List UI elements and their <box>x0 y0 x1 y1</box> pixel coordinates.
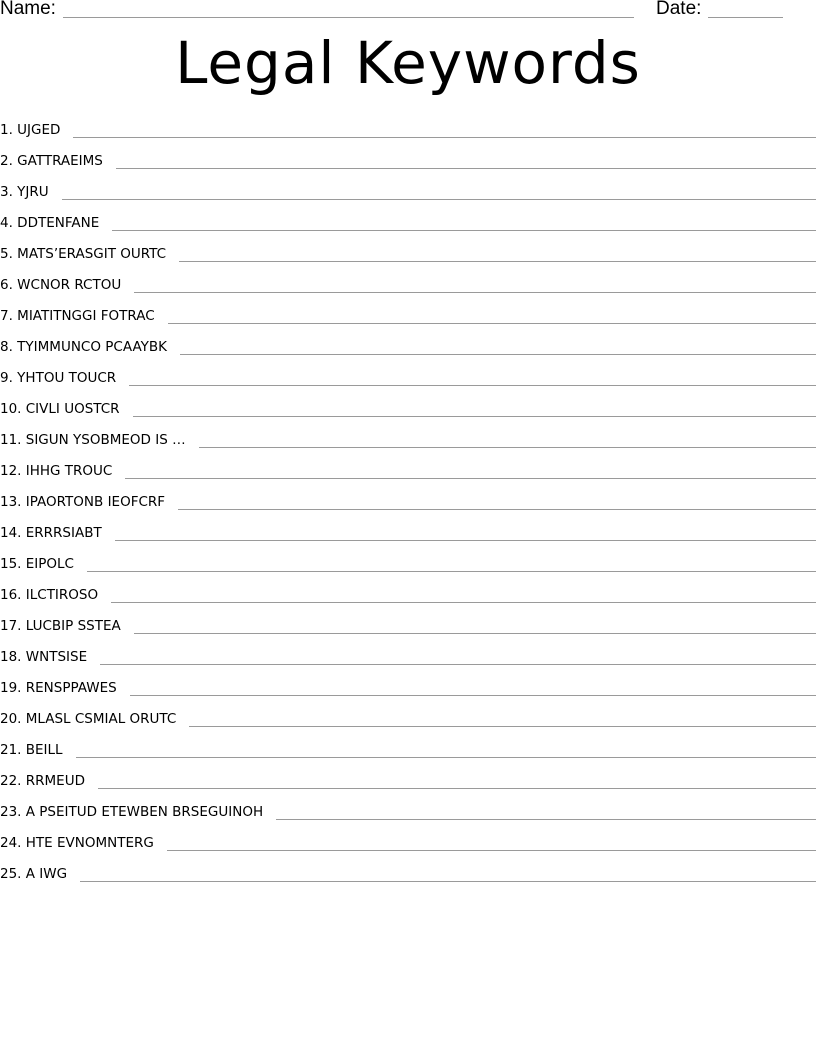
clue-item <box>0 857 816 888</box>
answer-line[interactable] <box>80 881 816 882</box>
clue-item <box>0 671 816 702</box>
clue-text: 25. A IWG <box>0 866 68 882</box>
clue-text: 3. YJRU <box>0 184 49 200</box>
answer-line[interactable] <box>76 757 816 758</box>
clue-item <box>0 640 816 671</box>
clue-text: 24. HTE EVNOMNTERG <box>0 835 154 851</box>
answer-line[interactable] <box>167 850 816 851</box>
answer-line[interactable] <box>87 571 816 572</box>
clue-text: 5. MATS’ERASGIT OURTC <box>0 246 167 262</box>
answer-line[interactable] <box>199 447 816 448</box>
header <box>0 0 816 26</box>
clue-text: 10. CIVLI UOSTCR <box>0 401 120 417</box>
clue-item <box>0 268 816 299</box>
answer-line[interactable] <box>276 819 816 820</box>
clue-text: 14. ERRRSIABT <box>0 525 102 541</box>
answer-line[interactable] <box>129 385 816 386</box>
clue-text: 11. SIGUN YSOBMEOD IS … <box>0 432 186 448</box>
answer-line[interactable] <box>111 602 816 603</box>
clue-item <box>0 392 816 423</box>
answer-line[interactable] <box>134 292 816 293</box>
clue-text: 7. MIATITNGGI FOTRAC <box>0 308 155 324</box>
clue-item <box>0 702 816 733</box>
answer-line[interactable] <box>100 664 816 665</box>
answer-line[interactable] <box>179 261 816 262</box>
clue-item <box>0 609 816 640</box>
clue-item <box>0 547 816 578</box>
clue-item <box>0 330 816 361</box>
answer-line[interactable] <box>133 416 816 417</box>
answer-line[interactable] <box>178 509 816 510</box>
clue-item <box>0 299 816 330</box>
clue-item <box>0 454 816 485</box>
clue-text: 8. TYIMMUNCO PCAAYBK <box>0 339 167 355</box>
clue-item <box>0 237 816 268</box>
answer-line[interactable] <box>189 726 816 727</box>
clue-item <box>0 113 816 144</box>
answer-line[interactable] <box>98 788 816 789</box>
clue-text: 12. IHHG TROUC <box>0 463 113 479</box>
answer-line[interactable] <box>180 354 816 355</box>
clue-item <box>0 516 816 547</box>
clue-text: 21. BEILL <box>0 742 63 758</box>
clue-item <box>0 175 816 206</box>
clue-item <box>0 423 816 454</box>
name-label: Name: <box>0 0 56 19</box>
clue-item <box>0 485 816 516</box>
clue-text: 20. MLASL CSMIAL ORUTC <box>0 711 177 727</box>
answer-line[interactable] <box>130 695 816 696</box>
clue-text: 9. YHTOU TOUCR <box>0 370 117 386</box>
clue-text: 22. RRMEUD <box>0 773 85 789</box>
clue-text: 23. A PSEITUD ETEWBEN BRSEGUINOH <box>0 804 264 820</box>
clue-item <box>0 578 816 609</box>
clue-item <box>0 764 816 795</box>
clue-text: 16. ILCTIROSO <box>0 587 99 603</box>
clue-item <box>0 206 816 237</box>
page-title: Legal Keywords <box>175 29 641 97</box>
clue-text: 18. WNTSISE <box>0 649 88 665</box>
clue-text: 15. EIPOLC <box>0 556 74 572</box>
clue-list <box>0 113 816 888</box>
date-label: Date: <box>656 0 702 19</box>
answer-line[interactable] <box>125 478 816 479</box>
clue-text: 1. UJGED <box>0 122 61 138</box>
answer-line[interactable] <box>112 230 816 231</box>
answer-line[interactable] <box>73 137 816 138</box>
clue-item <box>0 795 816 826</box>
clue-text: 2. GATTRAEIMS <box>0 153 103 169</box>
clue-text: 17. LUCBIP SSTEA <box>0 618 121 634</box>
clue-item <box>0 144 816 175</box>
clue-text: 6. WCNOR RCTOU <box>0 277 122 293</box>
name-field-line[interactable] <box>63 17 634 18</box>
clue-text: 4. DDTENFANE <box>0 215 100 231</box>
answer-line[interactable] <box>115 540 816 541</box>
answer-line[interactable] <box>134 633 816 634</box>
answer-line[interactable] <box>62 199 816 200</box>
date-field-line[interactable] <box>708 17 783 18</box>
clue-item <box>0 361 816 392</box>
clue-text: 19. RENSPPAWES <box>0 680 117 696</box>
answer-line[interactable] <box>168 323 816 324</box>
clue-item <box>0 826 816 857</box>
clue-text: 13. IPAORTONB IEOFCRF <box>0 494 166 510</box>
answer-line[interactable] <box>116 168 816 169</box>
clue-item <box>0 733 816 764</box>
